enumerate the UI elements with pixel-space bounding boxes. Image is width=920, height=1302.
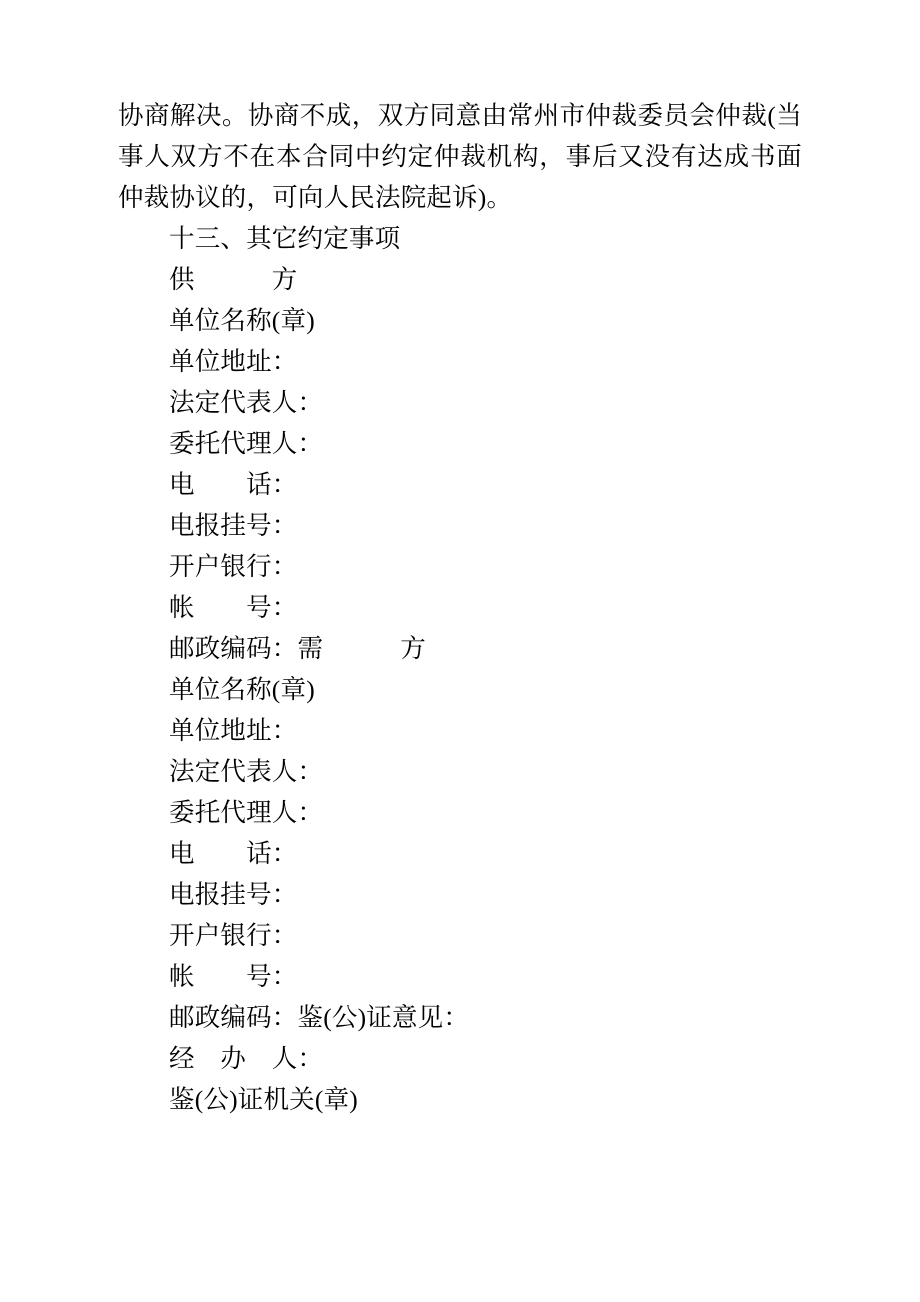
paragraph-supplier-account-number: 帐 号： (169, 593, 298, 622)
paragraph-supplier-unit-address: 单位地址： (169, 347, 298, 376)
document-body (118, 95, 802, 1120)
paragraph-supplier-postcode-and-buyer-label: 邮政编码：需 方 (169, 634, 427, 663)
paragraph-buyer-legal-representative: 法定代表人： (169, 757, 324, 786)
paragraph-supplier-label: 供 方 (169, 265, 298, 294)
paragraph-supplier-entrusted-agent: 委托代理人： (169, 429, 324, 458)
paragraph-handler: 经 办 人： (169, 1044, 324, 1073)
paragraph-buyer-postcode-and-notary-opinion: 邮政编码：鉴(公)证意见： (169, 1003, 470, 1032)
paragraph-buyer-unit-name: 单位名称(章) (169, 675, 315, 704)
paragraph-supplier-telephone: 电 话： (169, 470, 298, 499)
paragraph-supplier-bank: 开户银行： (169, 552, 298, 581)
paragraph-buyer-entrusted-agent: 委托代理人： (169, 798, 324, 827)
paragraph-supplier-telegram-number: 电报挂号： (169, 511, 298, 540)
paragraph-supplier-unit-name: 单位名称(章) (169, 306, 315, 335)
paragraph-supplier-legal-representative: 法定代表人： (169, 388, 324, 417)
paragraph-buyer-telephone: 电 话： (169, 839, 298, 868)
paragraph-section-thirteen-heading: 十三、其它约定事项 (169, 224, 401, 253)
paragraph-buyer-telegram-number: 电报挂号： (169, 880, 298, 909)
paragraph-buyer-account-number: 帐 号： (169, 962, 298, 991)
paragraph-buyer-unit-address: 单位地址： (169, 716, 298, 745)
paragraph-arbitration-clause: 协商解决。协商不成，双方同意由常州市仲裁委员会仲裁(当事人双方不在本合同中约定仲裁机构，事后又没有达成书面仲裁协议的，可向人民法院起诉)。 (118, 101, 802, 212)
paragraph-buyer-bank: 开户银行： (169, 921, 298, 950)
paragraph-notary-authority: 鉴(公)证机关(章) (169, 1085, 358, 1114)
